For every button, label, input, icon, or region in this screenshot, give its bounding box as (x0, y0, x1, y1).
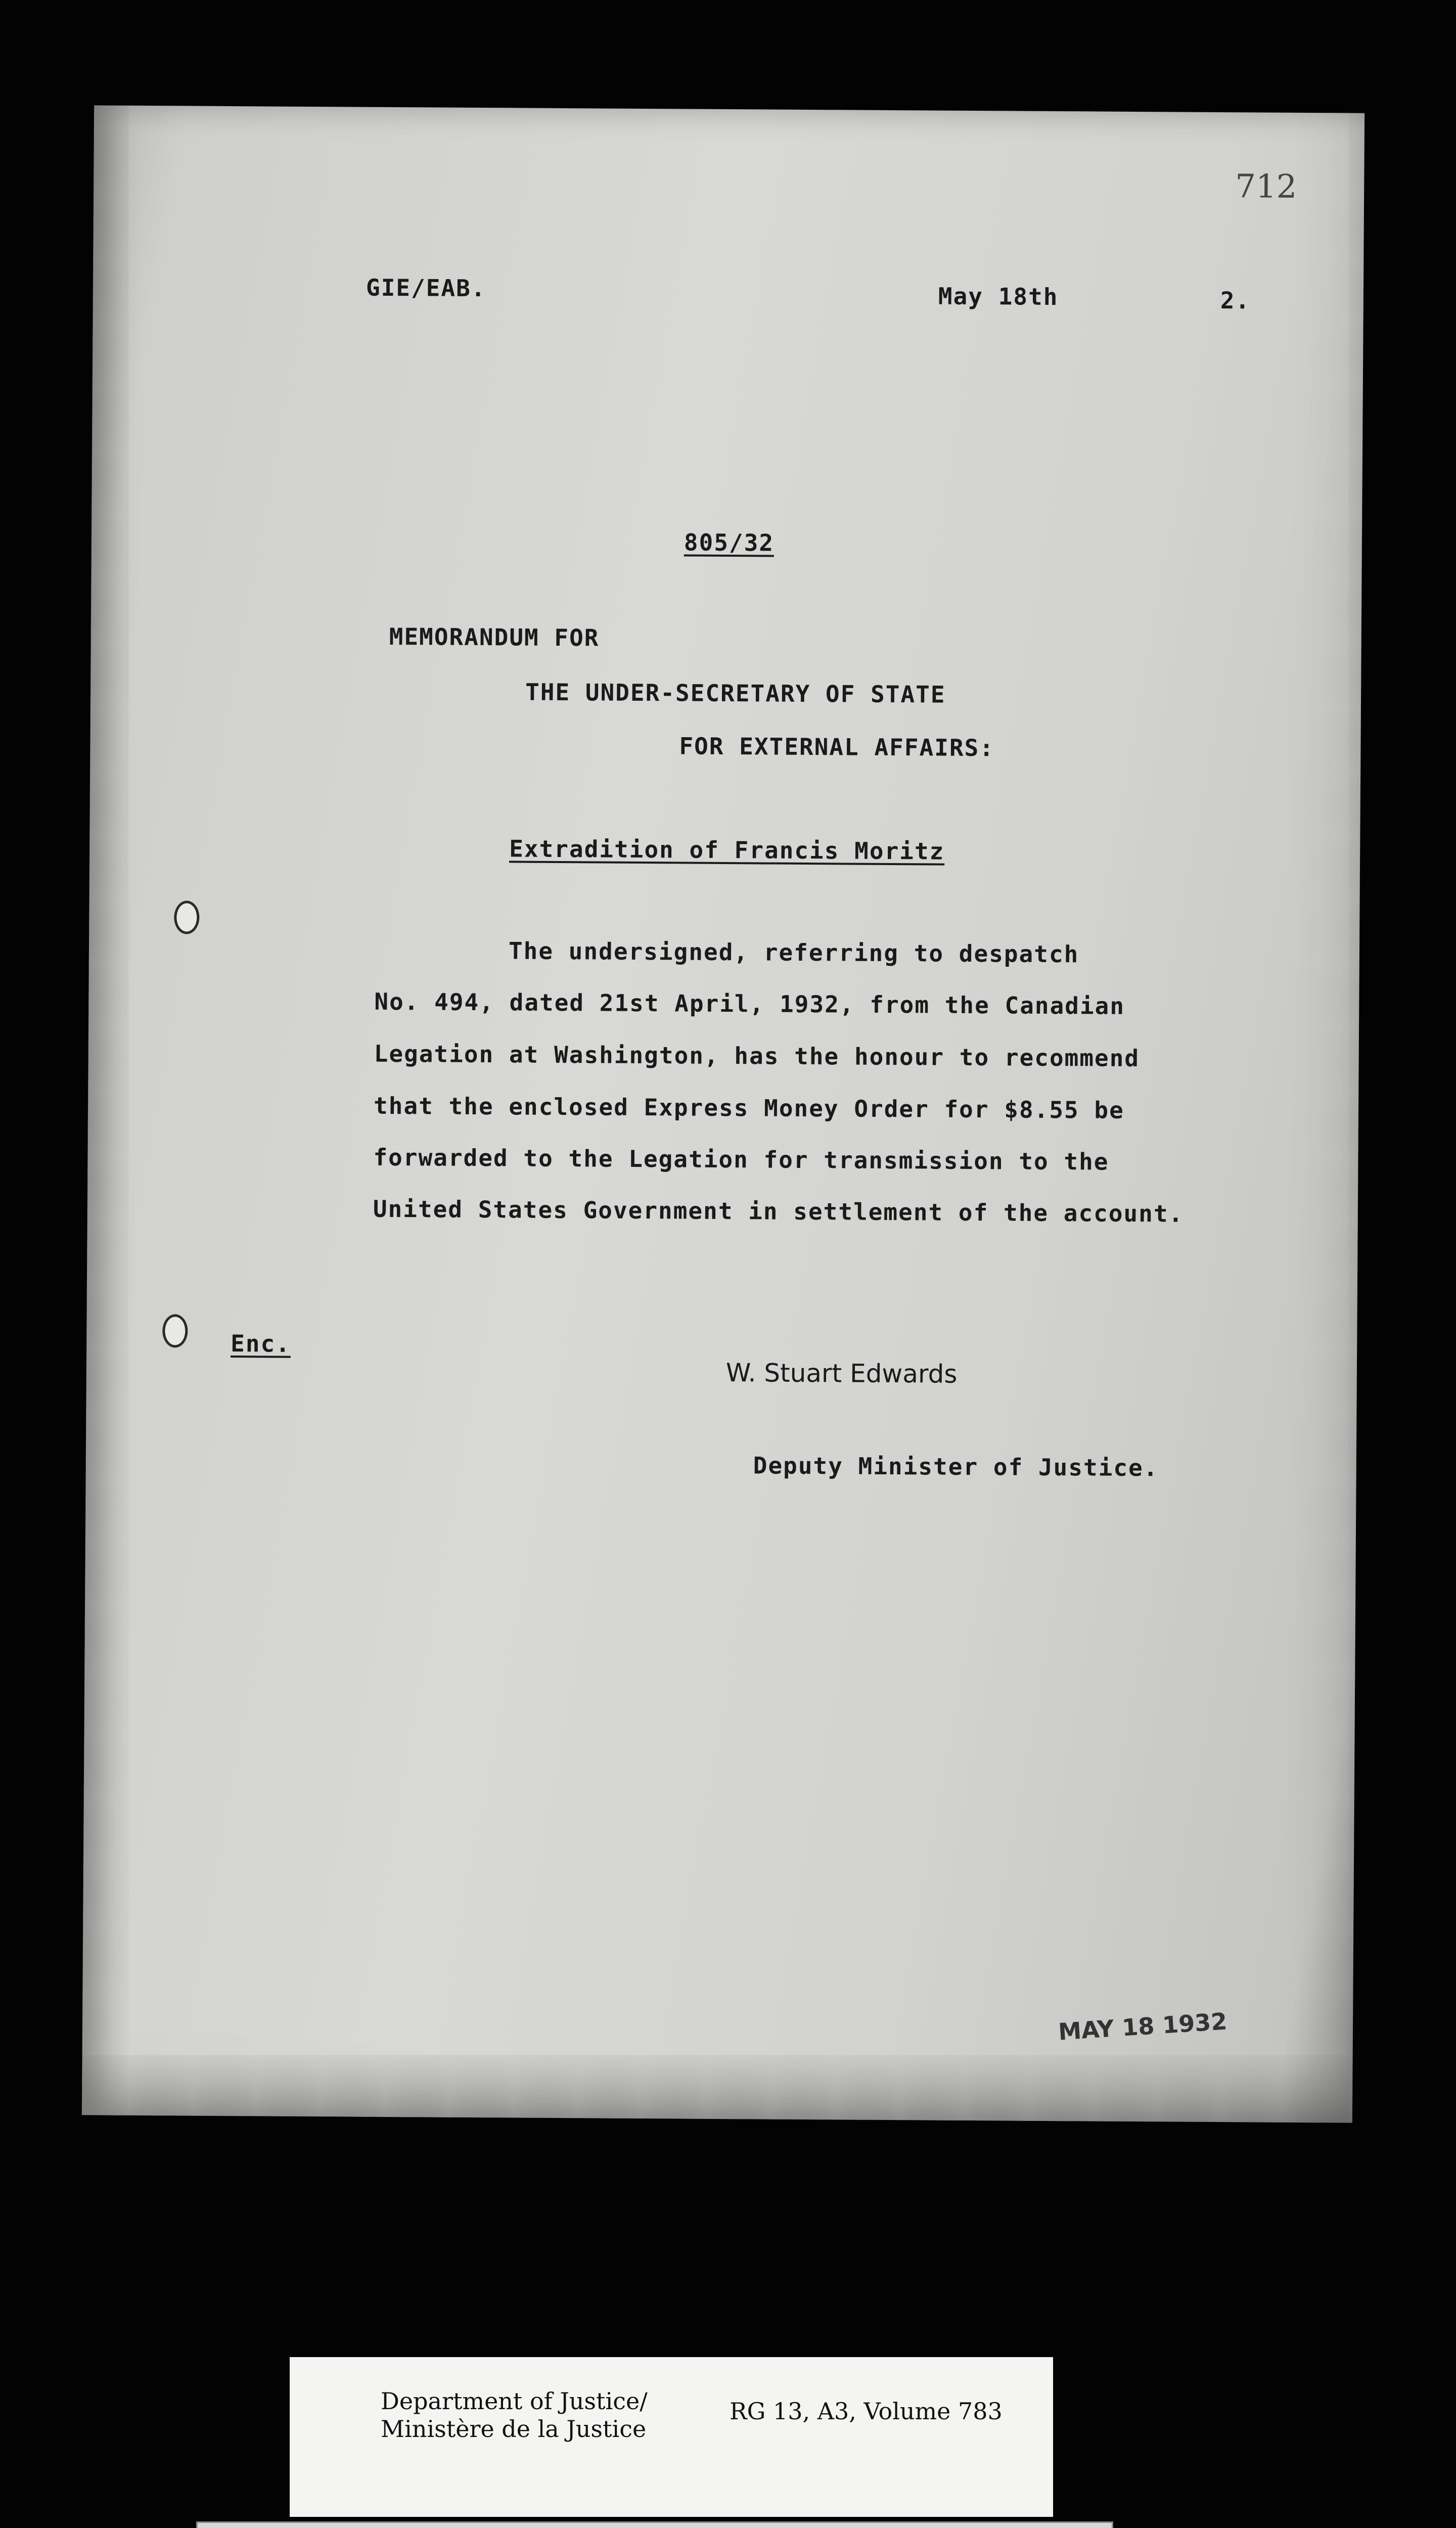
body-line: that the enclosed Express Money Order for $8.55 be (373, 1092, 1124, 1124)
archive-reference-number: RG 13, A3, Volume 783 (730, 2398, 1003, 2425)
memo-addressee-line-2: THE UNDER-SECRETARY OF STATE (525, 678, 946, 708)
page-number: 2. (1220, 286, 1251, 314)
memo-subject: Extradition of Francis Moritz (509, 835, 945, 865)
public-archives-plate (196, 2521, 1113, 2528)
body-line: forwarded to the Legation for transmission to the (373, 1143, 1109, 1176)
archive-reference-card (290, 2357, 1053, 2517)
department-name-french: Ministère de la Justice (381, 2415, 647, 2443)
reference-initials: GIE/EAB. (366, 274, 486, 302)
document-page (82, 105, 1364, 2123)
enclosure-note: Enc. (231, 1330, 291, 1358)
body-line: The undersigned, referring to despatch (508, 937, 1079, 968)
signature: W. Stuart Edwards (725, 1358, 958, 1389)
received-date-stamp: MAY 18 1932 (1057, 2007, 1228, 2046)
punch-hole (162, 1314, 188, 1347)
punch-hole (174, 900, 199, 934)
memo-date: May 18th (938, 282, 1059, 311)
folio-number: 712 (1235, 168, 1297, 206)
memo-addressee-line-1: MEMORANDUM FOR (389, 622, 600, 652)
body-line: United States Government in settlement of the account. (373, 1195, 1184, 1228)
department-name-english: Department of Justice/ (381, 2387, 648, 2415)
body-line: No. 494, dated 21st April, 1932, from the Canadian (374, 987, 1125, 1020)
signature-title: Deputy Minister of Justice. (753, 1452, 1159, 1482)
file-number: 805/32 (684, 528, 775, 557)
memo-addressee-line-3: FOR EXTERNAL AFFAIRS: (679, 732, 995, 762)
body-line: Legation at Washington, has the honour to recommend (374, 1040, 1140, 1072)
